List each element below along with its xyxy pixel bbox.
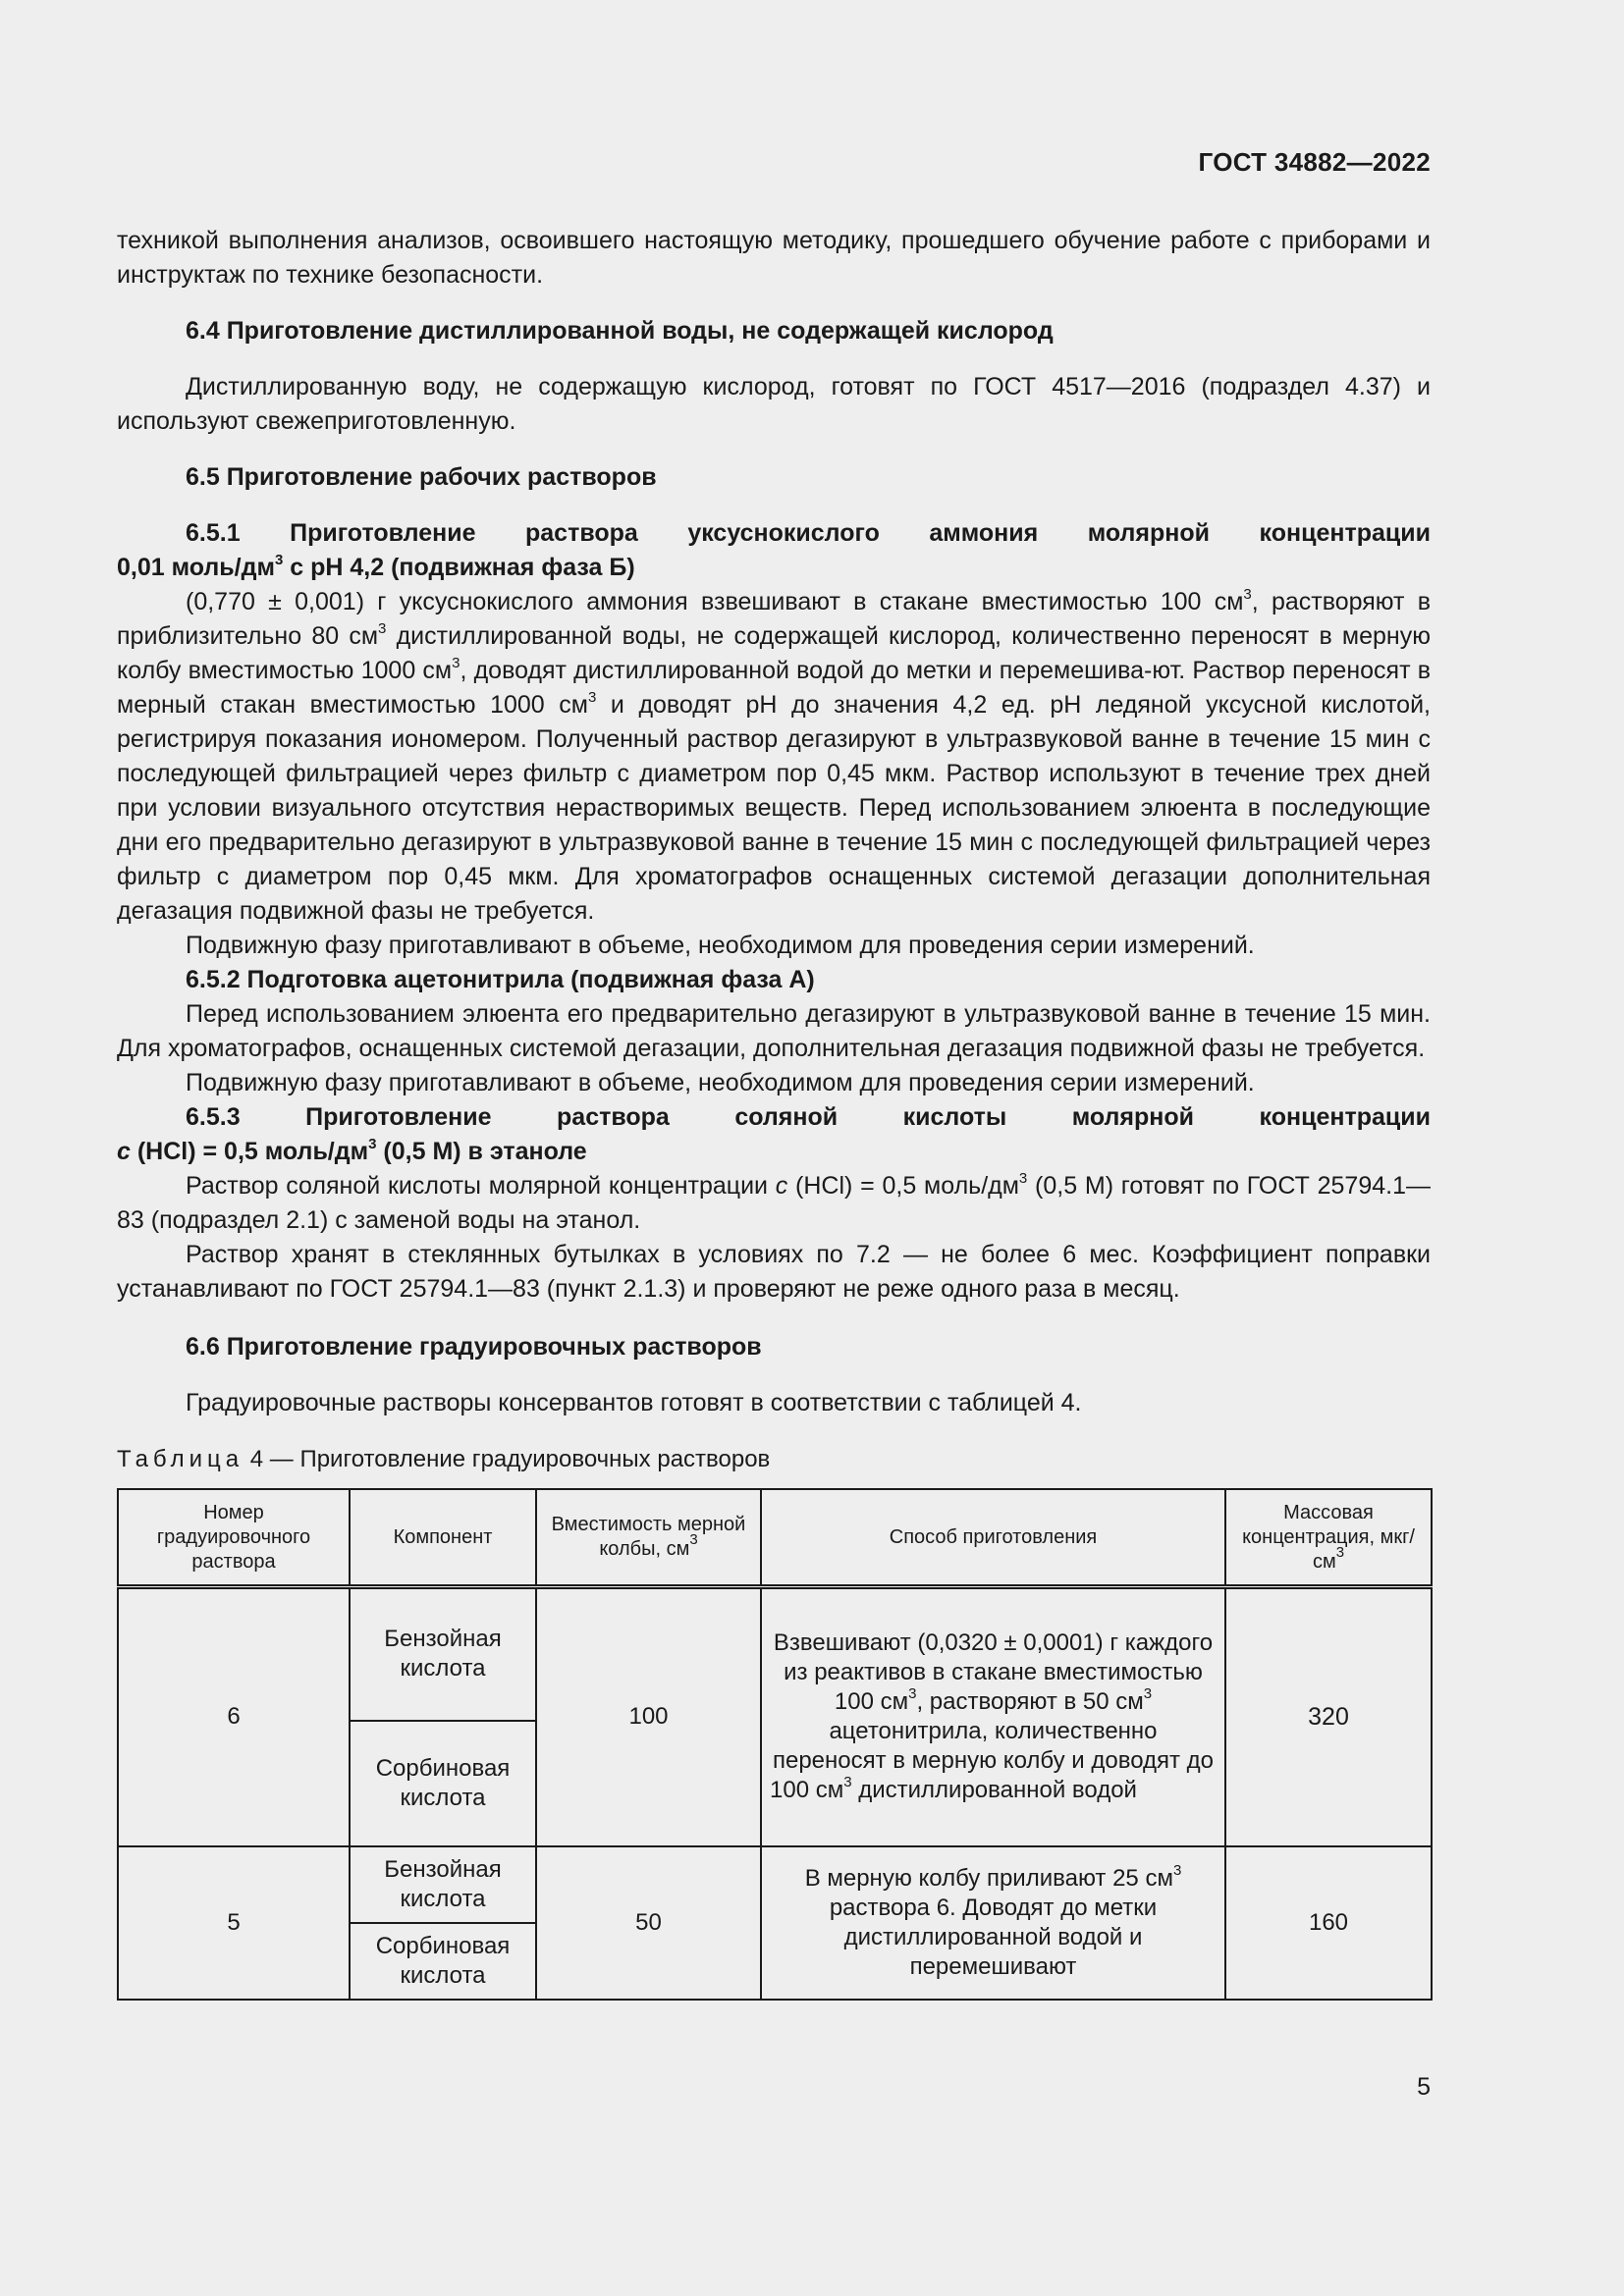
superscript: 3 xyxy=(1172,1861,1182,1879)
text-part: , доводят дистиллированной водой до метки и перемешива-ют. Раствор переносят в мерный стакан вместимостью 1000 см xyxy=(117,657,1431,719)
cell-method xyxy=(761,1587,1225,1846)
cell-mass: 320 xyxy=(1225,1587,1432,1846)
section-6-5-1-heading-line1: 6.5.1 Приготовление раствора уксуснокислого аммония молярной концентрации xyxy=(186,519,1431,547)
cell-mass: 160 xyxy=(1225,1846,1432,2000)
heading-conc: (HCl) = 0,5 моль/дм xyxy=(130,1138,369,1165)
table-header-row xyxy=(118,1489,1432,1587)
section-6-5-heading: 6.5 Приготовление рабочих растворов xyxy=(186,463,657,491)
cell-method xyxy=(761,1846,1225,2000)
cell-component: Бензойная кислота xyxy=(350,1846,536,1923)
section-6-5-2-note: Подвижную фазу приготавливают в объеме, необходимом для проведения серии измерений. xyxy=(186,1069,1255,1096)
heading-conc: 0,01 моль/дм xyxy=(117,554,275,581)
header-number: Номер градуировочного раствора xyxy=(118,1489,350,1587)
page-content xyxy=(117,224,1431,2001)
section-6-6-text: Градуировочные растворы консервантов готовят в соответствии с таблицей 4. xyxy=(186,1389,1082,1416)
superscript: 3 xyxy=(274,552,284,568)
method-part: дистиллированной водой xyxy=(851,1777,1137,1804)
section-6-5-3-paragraph xyxy=(117,1169,1431,1238)
table-row xyxy=(118,1846,1432,1923)
superscript: 3 xyxy=(587,689,597,706)
symbol-c: с xyxy=(775,1172,788,1200)
table-4-caption xyxy=(117,1442,1431,1476)
cell-component: Сорбиновая кислота xyxy=(350,1923,536,2000)
section-6-5-1-note: Подвижную фазу приготавливают в объеме, необходимом для проведения серии измерений. xyxy=(186,932,1255,959)
superscript: 3 xyxy=(368,1136,377,1152)
method-part: В мерную колбу приливают 25 см xyxy=(804,1864,1173,1892)
superscript: 3 xyxy=(908,1685,917,1703)
method-part: ацетонитрила, количественно переносят в мерную колбу и доводят до 100 см xyxy=(770,1718,1215,1804)
standard-code: ГОСТ 34882—2022 xyxy=(1198,147,1431,177)
text-part: и доводят рН до значения 4,2 ед. рН ледяной уксусной кислотой, регистрируя показания иономером. Полученный раствор дегазируют в ультразвуковой ванне в течение 15 мин с последующей фильтрацией через фильтр с диаметром пор 0,45 мкм. Раствор используют в течение трех дней при условии визуального отсутствия нерастворимых веществ. Перед использованием элюента в последующие дни его предварительно дегазируют в ультразвуковой ванне в течение 15 мин с последующей фильтрацией через фильтр с диаметром пор 0,45 мкм. Для хроматографов оснащенных системой дегазации дополнительная дегазация подвижной фазы не требуется. xyxy=(117,691,1431,925)
superscript: 3 xyxy=(1143,1685,1153,1703)
text-part: (HCl) = 0,5 моль/дм xyxy=(787,1172,1019,1200)
header-component: Компонент xyxy=(350,1489,536,1587)
heading-rest: (0,5 М) в этаноле xyxy=(376,1138,587,1165)
section-6-5-2-paragraph: Перед использованием элюента его предварительно дегазируют в ультразвуковой ванне в течение 15 мин. Для хроматографов, оснащенных системой дегазации, дополнительная дегазация подвижной фазы не требуется. xyxy=(117,1000,1431,1062)
superscript: 3 xyxy=(843,1774,852,1791)
superscript: 3 xyxy=(452,655,460,671)
superscript: 3 xyxy=(1243,586,1252,603)
superscript: 3 xyxy=(1018,1170,1028,1187)
text-part: (0,770 ± 0,001) г уксуснокислого аммония взвешивают в стакане вместимостью 100 см xyxy=(186,588,1244,615)
section-6-5-3-heading-line2 xyxy=(117,1135,1431,1169)
text-part: , растворяют в приблизительно 80 см xyxy=(117,588,1431,650)
section-6-5-3-storage: Раствор хранят в стеклянных бутылках в условиях по 7.2 — не более 6 мес. Коэффициент поправки устанавливают по ГОСТ 25794.1—83 (пункт 2.1.3) и проверяют не реже одного раза в месяц. xyxy=(117,1241,1431,1303)
cell-volume: 50 xyxy=(536,1846,761,2000)
header-volume xyxy=(536,1489,761,1587)
header-volume-text: Вместимость мерной колбы, см xyxy=(551,1514,746,1560)
page-number: 5 xyxy=(1417,2073,1431,2101)
header-mass-text: Массовая концентрация, мкг/см xyxy=(1242,1501,1415,1573)
symbol-c: с xyxy=(117,1138,131,1165)
text-part: (0,5 М) готовят по ГОСТ 25794.1—83 (подраздел 2.1) с заменой воды на этанол. xyxy=(117,1172,1431,1234)
header-method: Способ приготовления xyxy=(761,1489,1225,1587)
text-part: Раствор соляной кислоты молярной концентрации xyxy=(186,1172,776,1200)
table-row xyxy=(118,1587,1432,1721)
cell-component: Бензойная кислота xyxy=(350,1587,536,1721)
cell-number: 5 xyxy=(118,1846,350,2000)
section-6-5-3-heading-line1: 6.5.3 Приготовление раствора соляной кислоты молярной концентрации xyxy=(186,1103,1431,1131)
text-part: дистиллированной воды, не содержащей кислород, количественно переносят в мерную колбу вместимостью 1000 см xyxy=(117,622,1431,684)
header-mass xyxy=(1225,1489,1432,1587)
heading-rest: с рН 4,2 (подвижная фаза Б) xyxy=(283,554,635,581)
superscript: 3 xyxy=(689,1531,698,1548)
superscript: 3 xyxy=(1335,1543,1345,1561)
section-6-5-1-heading-line2 xyxy=(117,551,1431,585)
table-4 xyxy=(117,1488,1433,2001)
section-6-6-heading: 6.6 Приготовление градуировочных растворов xyxy=(186,1333,762,1361)
method-part: раствора 6. Доводят до метки дистиллированной водой и перемешивают xyxy=(829,1894,1158,1980)
section-6-5-2-heading: 6.5.2 Подготовка ацетонитрила (подвижная фаза А) xyxy=(186,966,815,993)
cell-number: 6 xyxy=(118,1587,350,1846)
method-part: Взвешивают (0,0320 ± 0,0001) г каждого из реактивов в стакане вместимостью 100 см xyxy=(773,1629,1214,1716)
intro-paragraph: техникой выполнения анализов, освоившего настоящую методику, прошедшего обучение работе с приборами и инструктаж по технике безопасности. xyxy=(117,227,1431,289)
cell-volume: 100 xyxy=(536,1587,761,1846)
section-6-5-1-paragraph xyxy=(117,585,1431,929)
cell-component: Сорбиновая кислота xyxy=(350,1721,536,1846)
section-6-4-heading: 6.4 Приготовление дистиллированной воды, не содержащей кислород xyxy=(186,317,1054,345)
superscript: 3 xyxy=(378,620,387,637)
method-part: , растворяют в 50 см xyxy=(916,1688,1144,1716)
caption-text: 4 — Приготовление градуировочных растворов xyxy=(244,1446,771,1472)
section-6-4-text: Дистиллированную воду, не содержащую кислород, готовят по ГОСТ 4517—2016 (подраздел 4.37) и используют свежеприготовленную. xyxy=(117,373,1431,435)
caption-label: Таблица xyxy=(117,1446,244,1472)
